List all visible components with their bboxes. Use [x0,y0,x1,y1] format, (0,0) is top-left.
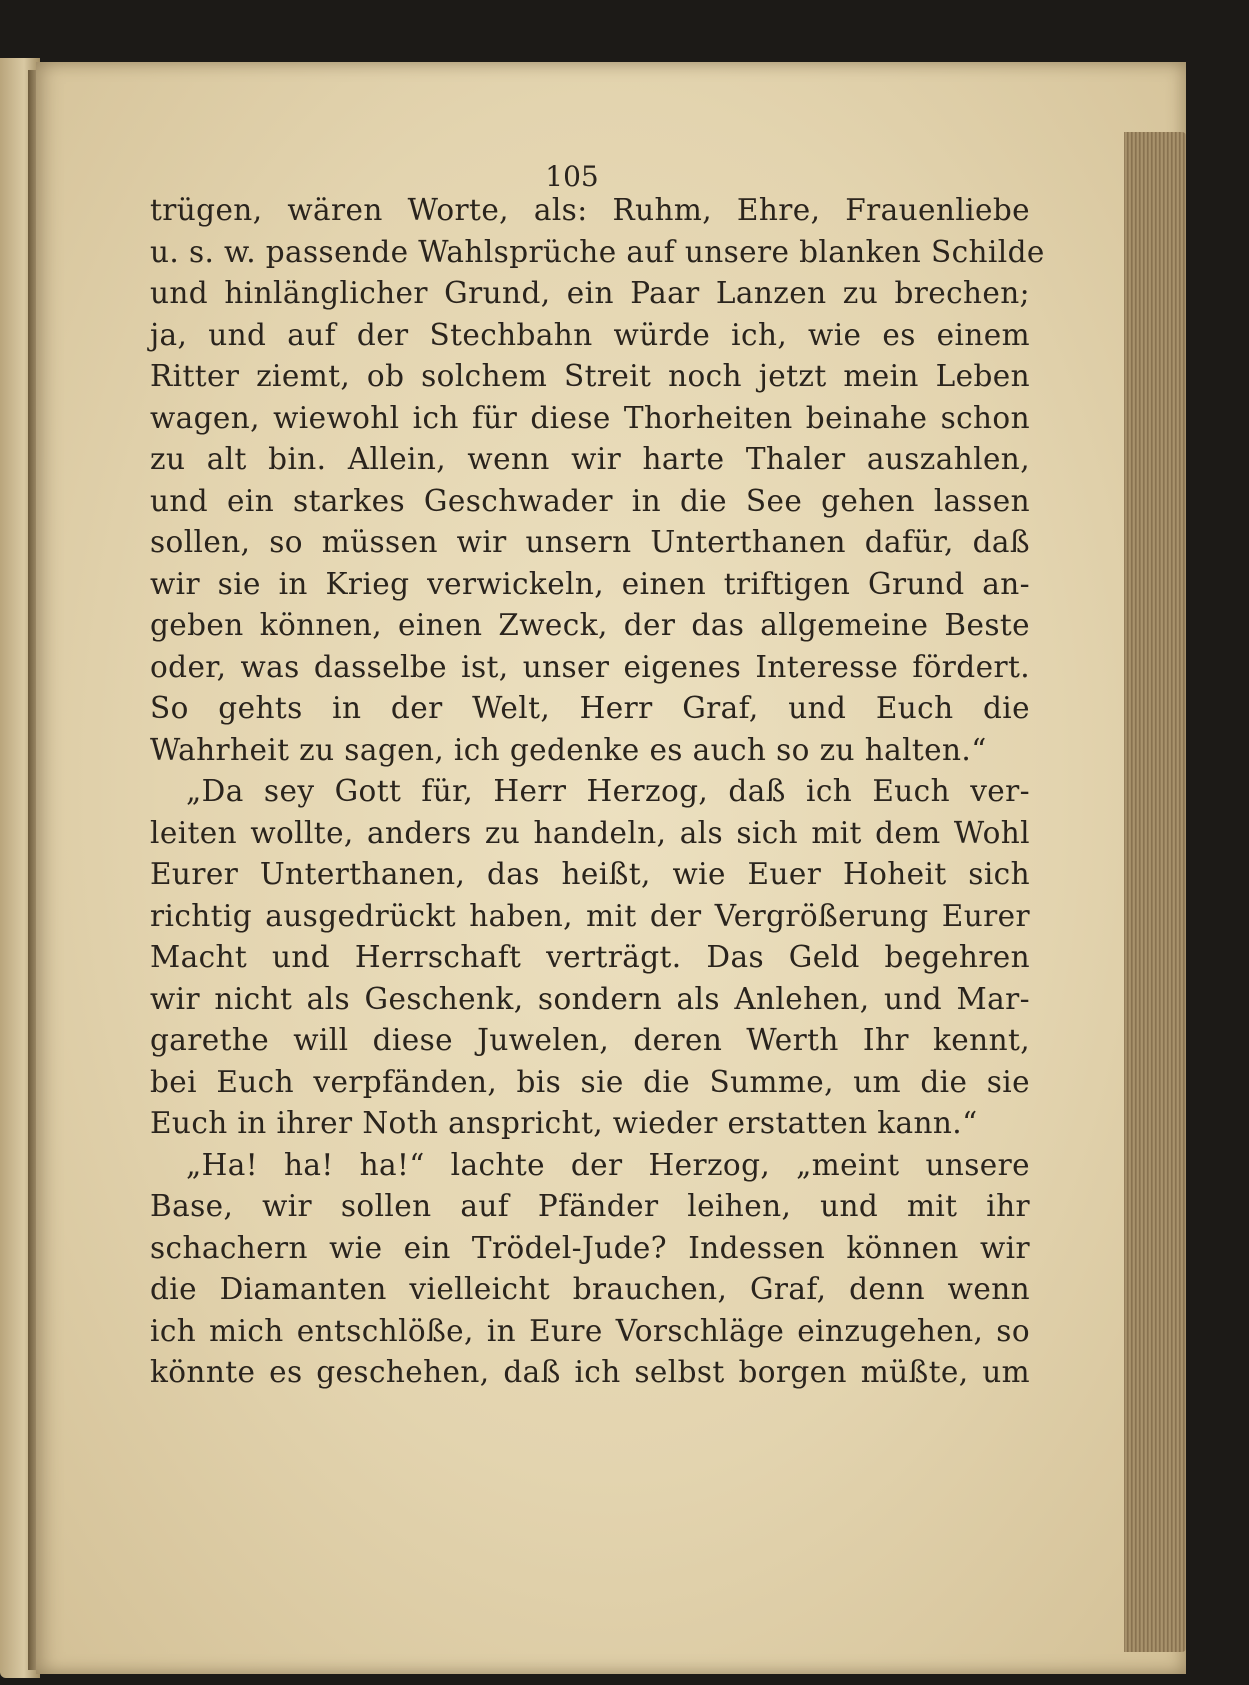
page-text [150,190,1045,1394]
text-line: „Ha! ha! ha!“ lachte der Herzog, „meint unsere [186,1147,1030,1182]
text-line: trügen, wären Worte, als: Ruhm, Ehre, Frauenliebe [150,193,1030,227]
text-line: Base, wir sollen auf Pfänder leihen, und mit ihr [150,1189,1030,1223]
text-line: Macht und Herrschaft verträgt. Das Geld begehren [150,940,1030,974]
text-line: Euch in ihrer Noth anspricht, wieder erstatten kann.“ [150,1106,978,1140]
page-stack-edge [1124,132,1186,1652]
text-line: Eurer Unterthanen, das heißt, wie Euer Hoheit sich [150,857,1030,891]
page-number: 105 [545,160,599,193]
text-line: u. s. w. passende Wahlsprüche auf unsere blanken Schilde [150,234,1045,269]
text-line: ich mich entschlöße, in Eure Vorschläge einzugehen, so [150,1313,1030,1348]
text-line: So gehts in der Welt, Herr Graf, und Euch die [150,691,1030,725]
text-line: könnte es geschehen, daß ich selbst borgen müßte, um [150,1355,1030,1389]
text-line: und hinlänglicher Grund, ein Paar Lanzen zu brechen; [150,276,1030,310]
text-line: garethe will diese Juwelen, deren Werth Ihr kennt, [150,1023,1030,1057]
text-line: die Diamanten vielleicht brauchen, Graf, denn wenn [150,1272,1030,1306]
text-line: leiten wollte, anders zu handeln, als sich mit dem Wohl [150,815,1030,850]
text-line: zu alt bin. Allein, wenn wir harte Thaler auszahlen, [150,442,1030,476]
text-line: richtig ausgedrückt haben, mit der Vergrößerung Eurer [150,898,1030,933]
text-line: Ritter ziemt, ob solchem Streit noch jetzt mein Leben [150,359,1030,393]
text-line: bei Euch verpfänden, bis sie die Summe, um die sie [150,1064,1030,1099]
text-line: geben können, einen Zweck, der das allgemeine Beste [150,608,1030,642]
text-line: ja, und auf der Stechbahn würde ich, wie es einem [150,317,1030,352]
text-line: schachern wie ein Trödel-Jude? Indessen können wir [150,1230,1030,1265]
text-line: wagen, wiewohl ich für diese Thorheiten beinahe schon [150,400,1030,435]
text-line: sollen, so müssen wir unsern Unterthanen dafür, daß [150,525,1030,559]
text-line: wir sie in Krieg verwickeln, einen triftigen Grund an- [150,566,1030,601]
text-line: „Da sey Gott für, Herr Herzog, daß ich Euch ver- [186,774,1030,808]
text-line: wir nicht als Geschenk, sondern als Anlehen, und Mar- [150,981,1030,1016]
text-line: und ein starkes Geschwader in die See gehen lassen [150,483,1030,518]
text-line: Wahrheit zu sagen, ich gedenke es auch so zu halten.“ [150,732,987,767]
text-line: oder, was dasselbe ist, unser eigenes Interesse fördert. [150,649,1030,684]
